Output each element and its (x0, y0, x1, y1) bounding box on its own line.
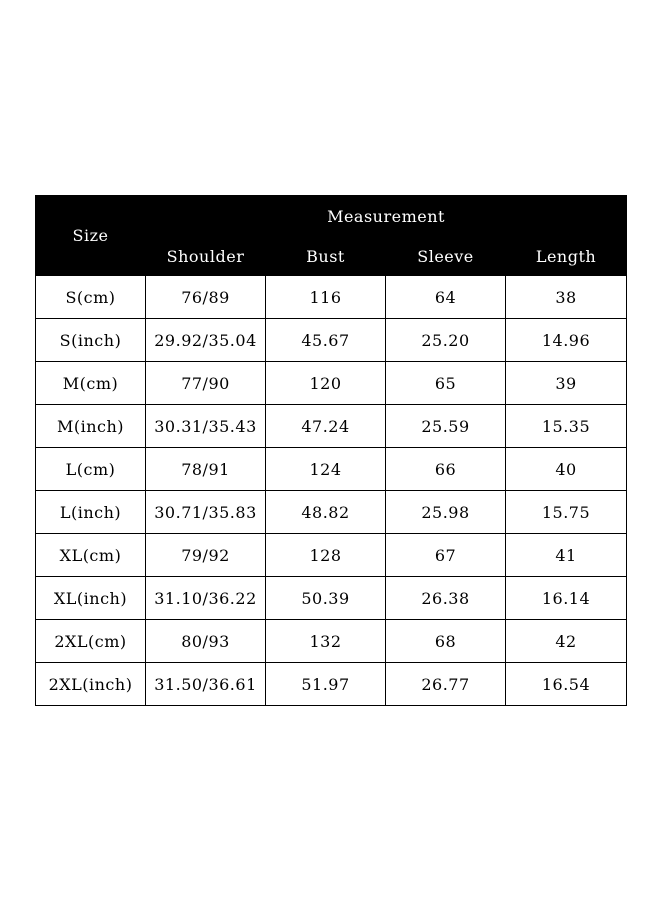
bust-cell: 45.67 (266, 319, 386, 362)
table-body (36, 276, 627, 706)
measurement-group-header: Measurement (146, 196, 627, 237)
table-row (36, 491, 627, 534)
table-row (36, 405, 627, 448)
table-row (36, 577, 627, 620)
bust-cell: 48.82 (266, 491, 386, 534)
table-row (36, 319, 627, 362)
shoulder-cell: 76/89 (146, 276, 266, 319)
sleeve-cell: 25.20 (386, 319, 506, 362)
bust-cell: 124 (266, 448, 386, 491)
size-cell: XL(cm) (36, 534, 146, 577)
column-header-length: Length (506, 237, 627, 276)
table-row (36, 663, 627, 706)
size-chart-table (35, 195, 627, 706)
length-cell: 38 (506, 276, 627, 319)
length-cell: 16.14 (506, 577, 627, 620)
header-group-row (36, 196, 627, 237)
length-cell: 42 (506, 620, 627, 663)
shoulder-cell: 77/90 (146, 362, 266, 405)
table-row (36, 620, 627, 663)
sleeve-cell: 65 (386, 362, 506, 405)
column-header-sleeve: Sleeve (386, 237, 506, 276)
table-header (36, 196, 627, 276)
length-cell: 40 (506, 448, 627, 491)
table-row (36, 362, 627, 405)
size-cell: XL(inch) (36, 577, 146, 620)
size-cell: L(inch) (36, 491, 146, 534)
length-cell: 16.54 (506, 663, 627, 706)
bust-cell: 120 (266, 362, 386, 405)
size-column-header: Size (36, 196, 146, 276)
bust-cell: 51.97 (266, 663, 386, 706)
shoulder-cell: 31.10/36.22 (146, 577, 266, 620)
shoulder-cell: 29.92/35.04 (146, 319, 266, 362)
size-cell: L(cm) (36, 448, 146, 491)
length-cell: 14.96 (506, 319, 627, 362)
size-cell: 2XL(inch) (36, 663, 146, 706)
bust-cell: 50.39 (266, 577, 386, 620)
bust-cell: 128 (266, 534, 386, 577)
sleeve-cell: 26.77 (386, 663, 506, 706)
size-cell: 2XL(cm) (36, 620, 146, 663)
sleeve-cell: 66 (386, 448, 506, 491)
table-row (36, 448, 627, 491)
shoulder-cell: 31.50/36.61 (146, 663, 266, 706)
table-row (36, 276, 627, 319)
column-header-shoulder: Shoulder (146, 237, 266, 276)
bust-cell: 47.24 (266, 405, 386, 448)
bust-cell: 132 (266, 620, 386, 663)
length-cell: 41 (506, 534, 627, 577)
sleeve-cell: 67 (386, 534, 506, 577)
sleeve-cell: 64 (386, 276, 506, 319)
sleeve-cell: 25.59 (386, 405, 506, 448)
shoulder-cell: 30.31/35.43 (146, 405, 266, 448)
sleeve-cell: 68 (386, 620, 506, 663)
size-cell: M(cm) (36, 362, 146, 405)
column-header-bust: Bust (266, 237, 386, 276)
bust-cell: 116 (266, 276, 386, 319)
sleeve-cell: 26.38 (386, 577, 506, 620)
size-cell: S(inch) (36, 319, 146, 362)
length-cell: 15.35 (506, 405, 627, 448)
shoulder-cell: 79/92 (146, 534, 266, 577)
sleeve-cell: 25.98 (386, 491, 506, 534)
length-cell: 15.75 (506, 491, 627, 534)
shoulder-cell: 30.71/35.83 (146, 491, 266, 534)
shoulder-cell: 80/93 (146, 620, 266, 663)
length-cell: 39 (506, 362, 627, 405)
size-cell: S(cm) (36, 276, 146, 319)
size-cell: M(inch) (36, 405, 146, 448)
shoulder-cell: 78/91 (146, 448, 266, 491)
table-row (36, 534, 627, 577)
